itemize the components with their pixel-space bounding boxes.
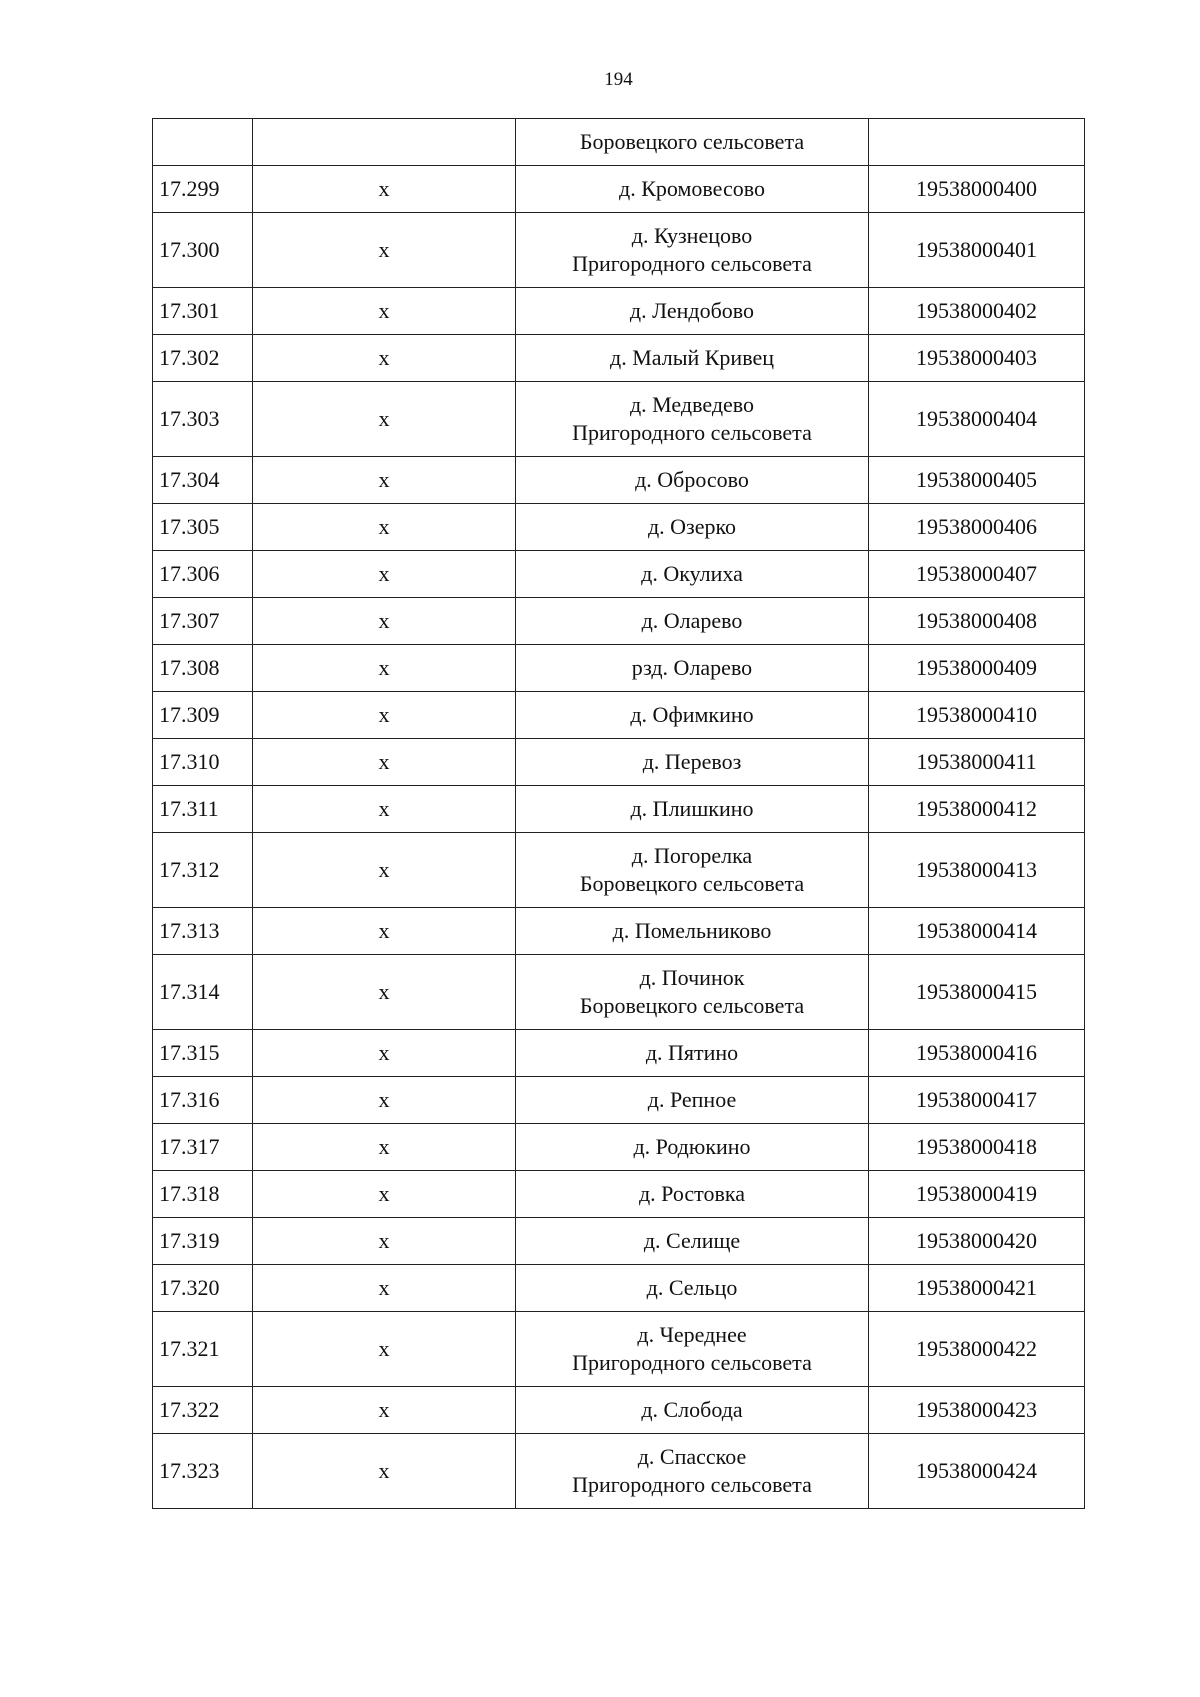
- settlement-name-line: д. Кромовесово: [619, 176, 765, 201]
- oktmo-code-cell: 19538000404: [869, 382, 1085, 457]
- settlement-name-line: д. Репное: [647, 1087, 737, 1112]
- settlement-name-line: д. Спасское: [637, 1444, 747, 1469]
- table-row: [153, 504, 1085, 551]
- oktmo-code-cell: 19538000408: [869, 598, 1085, 645]
- table-row: [153, 833, 1085, 908]
- row-number-cell: 17.316: [153, 1077, 253, 1124]
- oktmo-code-cell: 19538000424: [869, 1434, 1085, 1509]
- settlement-name-cell: [516, 692, 869, 739]
- settlement-name-cell: [516, 598, 869, 645]
- row-number-cell: 17.300: [153, 213, 253, 288]
- mark-cell: х: [253, 955, 516, 1030]
- settlement-name-line: Пригородного сельсовета: [572, 1472, 812, 1497]
- table-row: [153, 457, 1085, 504]
- mark-cell: х: [253, 504, 516, 551]
- settlement-name-cell: [516, 1387, 869, 1434]
- settlement-name-line: д. Слобода: [641, 1397, 743, 1422]
- settlement-name-line: д. Починок: [639, 965, 745, 990]
- settlement-name-cell: [516, 1171, 869, 1218]
- mark-cell: х: [253, 1171, 516, 1218]
- oktmo-code-cell: 19538000402: [869, 288, 1085, 335]
- oktmo-code-cell: 19538000401: [869, 213, 1085, 288]
- settlement-name-cell: [516, 1434, 869, 1509]
- oktmo-code-cell: 19538000418: [869, 1124, 1085, 1171]
- mark-cell: х: [253, 457, 516, 504]
- mark-cell: х: [253, 288, 516, 335]
- settlement-name-line: д. Сельцо: [646, 1275, 738, 1300]
- settlement-name-cell: [516, 457, 869, 504]
- table-row: [153, 119, 1085, 166]
- settlement-name-line: д. Пятино: [645, 1040, 739, 1065]
- table-row: [153, 382, 1085, 457]
- settlement-name-cell: [516, 908, 869, 955]
- mark-cell: х: [253, 1218, 516, 1265]
- mark-cell: х: [253, 1434, 516, 1509]
- row-number-cell: 17.313: [153, 908, 253, 955]
- row-number-cell: 17.308: [153, 645, 253, 692]
- row-number-cell: 17.318: [153, 1171, 253, 1218]
- mark-cell: х: [253, 1312, 516, 1387]
- settlement-name-cell: [516, 1218, 869, 1265]
- oktmo-code-cell: 19538000406: [869, 504, 1085, 551]
- oktmo-code-cell: 19538000422: [869, 1312, 1085, 1387]
- table-row: [153, 1312, 1085, 1387]
- row-number-cell: 17.305: [153, 504, 253, 551]
- mark-cell: [253, 119, 516, 166]
- table-row: [153, 692, 1085, 739]
- settlement-name-cell: [516, 1124, 869, 1171]
- row-number-cell: 17.302: [153, 335, 253, 382]
- settlement-name-line: Пригородного сельсовета: [572, 420, 812, 445]
- settlement-name-cell: [516, 119, 869, 166]
- table-row: [153, 739, 1085, 786]
- settlement-name-cell: [516, 955, 869, 1030]
- settlement-name-cell: [516, 213, 869, 288]
- settlement-name-cell: [516, 551, 869, 598]
- oktmo-code-cell: 19538000417: [869, 1077, 1085, 1124]
- settlement-name-line: д. Офимкино: [630, 702, 754, 727]
- settlement-name-line: д. Плишкино: [630, 796, 754, 821]
- oktmo-code-cell: 19538000410: [869, 692, 1085, 739]
- row-number-cell: 17.315: [153, 1030, 253, 1077]
- row-number-cell: 17.309: [153, 692, 253, 739]
- row-number-cell: 17.311: [153, 786, 253, 833]
- settlement-name-line: д. Медведево: [629, 392, 755, 417]
- mark-cell: х: [253, 1124, 516, 1171]
- settlement-name-cell: [516, 786, 869, 833]
- settlement-name-line: д. Лендобово: [629, 298, 755, 323]
- table-row: [153, 786, 1085, 833]
- oktmo-code-cell: 19538000409: [869, 645, 1085, 692]
- table-row: [153, 166, 1085, 213]
- settlement-name-cell: [516, 1077, 869, 1124]
- mark-cell: х: [253, 382, 516, 457]
- settlement-name-line: Пригородного сельсовета: [572, 1350, 812, 1375]
- settlement-name-cell: [516, 833, 869, 908]
- mark-cell: х: [253, 1077, 516, 1124]
- oktmo-code-cell: 19538000411: [869, 739, 1085, 786]
- mark-cell: х: [253, 1030, 516, 1077]
- oktmo-code-cell: 19538000407: [869, 551, 1085, 598]
- table-body: [153, 119, 1085, 1509]
- mark-cell: х: [253, 551, 516, 598]
- oktmo-code-cell: 19538000416: [869, 1030, 1085, 1077]
- settlement-name-line: д. Окулиха: [641, 561, 743, 586]
- row-number-cell: [153, 119, 253, 166]
- settlement-name-line: д. Родюкино: [633, 1134, 751, 1159]
- row-number-cell: 17.312: [153, 833, 253, 908]
- mark-cell: х: [253, 1387, 516, 1434]
- row-number-cell: 17.320: [153, 1265, 253, 1312]
- oktmo-code-cell: 19538000400: [869, 166, 1085, 213]
- mark-cell: х: [253, 1265, 516, 1312]
- settlement-name-cell: [516, 1030, 869, 1077]
- table-row: [153, 1434, 1085, 1509]
- row-number-cell: 17.304: [153, 457, 253, 504]
- row-number-cell: 17.317: [153, 1124, 253, 1171]
- row-number-cell: 17.307: [153, 598, 253, 645]
- settlement-name-cell: [516, 1265, 869, 1312]
- settlement-name-line: Боровецкого сельсовета: [579, 993, 805, 1018]
- mark-cell: х: [253, 335, 516, 382]
- oktmo-code-cell: 19538000421: [869, 1265, 1085, 1312]
- oktmo-code-cell: 19538000415: [869, 955, 1085, 1030]
- settlement-name-line: д. Ростовка: [638, 1181, 746, 1206]
- table-row: [153, 1077, 1085, 1124]
- oktmo-code-cell: 19538000403: [869, 335, 1085, 382]
- row-number-cell: 17.301: [153, 288, 253, 335]
- settlement-name-cell: [516, 166, 869, 213]
- settlement-name-line: Боровецкого сельсовета: [579, 871, 805, 896]
- settlement-name-cell: [516, 335, 869, 382]
- settlement-name-cell: [516, 504, 869, 551]
- settlement-name-line: д. Озерко: [647, 514, 737, 539]
- table-row: [153, 335, 1085, 382]
- table-row: [153, 955, 1085, 1030]
- row-number-cell: 17.323: [153, 1434, 253, 1509]
- row-number-cell: 17.306: [153, 551, 253, 598]
- mark-cell: х: [253, 598, 516, 645]
- oktmo-code-cell: 19538000414: [869, 908, 1085, 955]
- mark-cell: х: [253, 166, 516, 213]
- oktmo-code-cell: 19538000423: [869, 1387, 1085, 1434]
- settlement-name-cell: [516, 382, 869, 457]
- row-number-cell: 17.314: [153, 955, 253, 1030]
- settlement-name-line: д. Кузнецово: [631, 223, 753, 248]
- page-number: 194: [604, 69, 633, 90]
- table-row: [153, 908, 1085, 955]
- table-row: [153, 1218, 1085, 1265]
- row-number-cell: 17.322: [153, 1387, 253, 1434]
- settlement-name-line: д. Обросово: [635, 467, 749, 492]
- oktmo-code-cell: 19538000413: [869, 833, 1085, 908]
- settlement-name-line: д. Перевоз: [642, 749, 742, 774]
- table-row: [153, 598, 1085, 645]
- row-number-cell: 17.310: [153, 739, 253, 786]
- settlement-name-line: д. Помельниково: [612, 918, 772, 943]
- settlement-name-line: рзд. Оларево: [631, 655, 753, 680]
- mark-cell: х: [253, 908, 516, 955]
- table-row: [153, 1387, 1085, 1434]
- settlement-name-line: д. Малый Кривец: [610, 345, 774, 370]
- settlement-name-line: д. Селище: [643, 1228, 741, 1253]
- settlement-name-cell: [516, 288, 869, 335]
- mark-cell: х: [253, 645, 516, 692]
- table-row: [153, 645, 1085, 692]
- table-row: [153, 1124, 1085, 1171]
- settlement-name-cell: [516, 739, 869, 786]
- mark-cell: х: [253, 213, 516, 288]
- settlement-name-line: д. Череднее: [637, 1322, 747, 1347]
- row-number-cell: 17.321: [153, 1312, 253, 1387]
- row-number-cell: 17.303: [153, 382, 253, 457]
- settlement-name-line: Боровецкого сельсовета: [579, 129, 805, 154]
- settlements-table: [152, 118, 1085, 1509]
- table-row: [153, 551, 1085, 598]
- mark-cell: х: [253, 786, 516, 833]
- table-row: [153, 288, 1085, 335]
- oktmo-code-cell: 19538000419: [869, 1171, 1085, 1218]
- settlement-name-line: д. Оларево: [641, 608, 743, 633]
- oktmo-code-cell: 19538000412: [869, 786, 1085, 833]
- settlement-name-line: Пригородного сельсовета: [572, 251, 812, 276]
- row-number-cell: 17.299: [153, 166, 253, 213]
- table-row: [153, 1171, 1085, 1218]
- oktmo-code-cell: 19538000405: [869, 457, 1085, 504]
- table-row: [153, 1265, 1085, 1312]
- mark-cell: х: [253, 739, 516, 786]
- mark-cell: х: [253, 692, 516, 739]
- oktmo-code-cell: [869, 119, 1085, 166]
- row-number-cell: 17.319: [153, 1218, 253, 1265]
- settlement-name-cell: [516, 645, 869, 692]
- mark-cell: х: [253, 833, 516, 908]
- table-row: [153, 213, 1085, 288]
- table-row: [153, 1030, 1085, 1077]
- settlement-name-cell: [516, 1312, 869, 1387]
- oktmo-code-cell: 19538000420: [869, 1218, 1085, 1265]
- settlement-name-line: д. Погорелка: [631, 843, 753, 868]
